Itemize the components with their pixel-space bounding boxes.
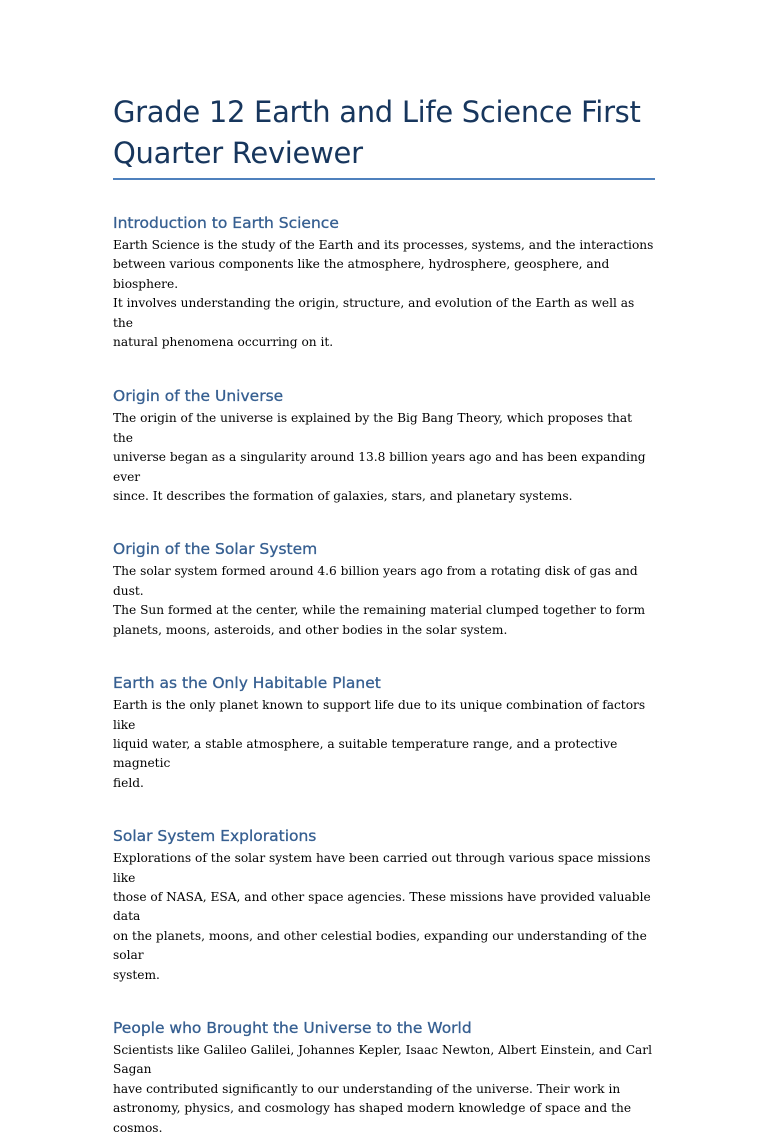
section-heading: Solar System Explorations [113,827,317,846]
body-line: It involves understanding the origin, structure, and evolution of the Earth as well as the [113,296,635,330]
section-introduction-to-earth-science [113,213,655,352]
section-heading: Origin of the Universe [113,387,284,406]
document-title-line-1: Grade 12 Earth and Life Science First [113,95,641,129]
section-heading: Introduction to Earth Science [113,214,339,232]
body-line: liquid water, a stable atmosphere, a suitable temperature range, and a protective magnetic [113,736,618,771]
body-line: planets, moons, asteroids, and other bodies in the solar system. [113,622,508,637]
section-heading: Origin of the Solar System [113,540,318,559]
body-line: since. It describes the formation of galaxies, stars, and planetary systems. [113,489,573,504]
section-solar-system-explorations [113,826,655,985]
document-title-line-2: Quarter Reviewer [113,136,363,170]
body-line: The origin of the universe is explained by the Big Bang Theory, which proposes that the [113,411,633,445]
body-line: on the planets, moons, and other celestial bodies, expanding our understanding of the solar [113,928,647,963]
body-line: system. [113,967,160,982]
section-heading: People who Brought the Universe to the World [113,1018,472,1037]
section-body [113,849,655,985]
section-body [113,696,655,793]
body-line: Earth is the only planet known to support life due to its unique combination of factors like [113,698,646,732]
section-body [113,1041,655,1138]
section-heading: Earth as the Only Habitable Planet [113,674,381,693]
section-body [113,409,655,506]
body-line: The solar system formed around 4.6 billion years ago from a rotating disk of gas and dust. [113,564,638,598]
body-line: Earth Science is the study of the Earth and its processes, systems, and the interactions [113,238,654,252]
body-line: between various components like the atmosphere, hydrosphere, geosphere, and biosphere. [113,257,610,291]
title-underline [113,178,655,180]
body-line: Explorations of the solar system have been carried out through various space missions like [113,851,651,885]
section-body [113,562,655,640]
section-origin-of-the-universe [113,386,655,506]
body-line: natural phenomena occurring on it. [113,335,334,350]
body-line: universe began as a singularity around 13.8 billion years ago and has been expanding ever [113,450,646,484]
section-earth-as-the-only-habitable-planet [113,673,655,793]
body-line: have contributed significantly to our understanding of the universe. Their work in [113,1081,621,1096]
body-line: field. [113,775,144,790]
section-origin-of-the-solar-system [113,539,655,640]
body-line: those of NASA, ESA, and other space agencies. These missions have provided valuable data [113,889,651,924]
body-line: The Sun formed at the center, while the remaining material clumped together to form [113,603,645,618]
body-line: Scientists like Galileo Galilei, Johannes Kepler, Isaac Newton, Albert Einstein, and Carl Sagan [113,1042,653,1077]
section-people-who-brought-the-universe-to-the-world [113,1018,655,1138]
document-title [113,92,655,174]
body-line: astronomy, physics, and cosmology has shaped modern knowledge of space and the cosmos. [113,1101,632,1135]
section-body [113,236,655,352]
